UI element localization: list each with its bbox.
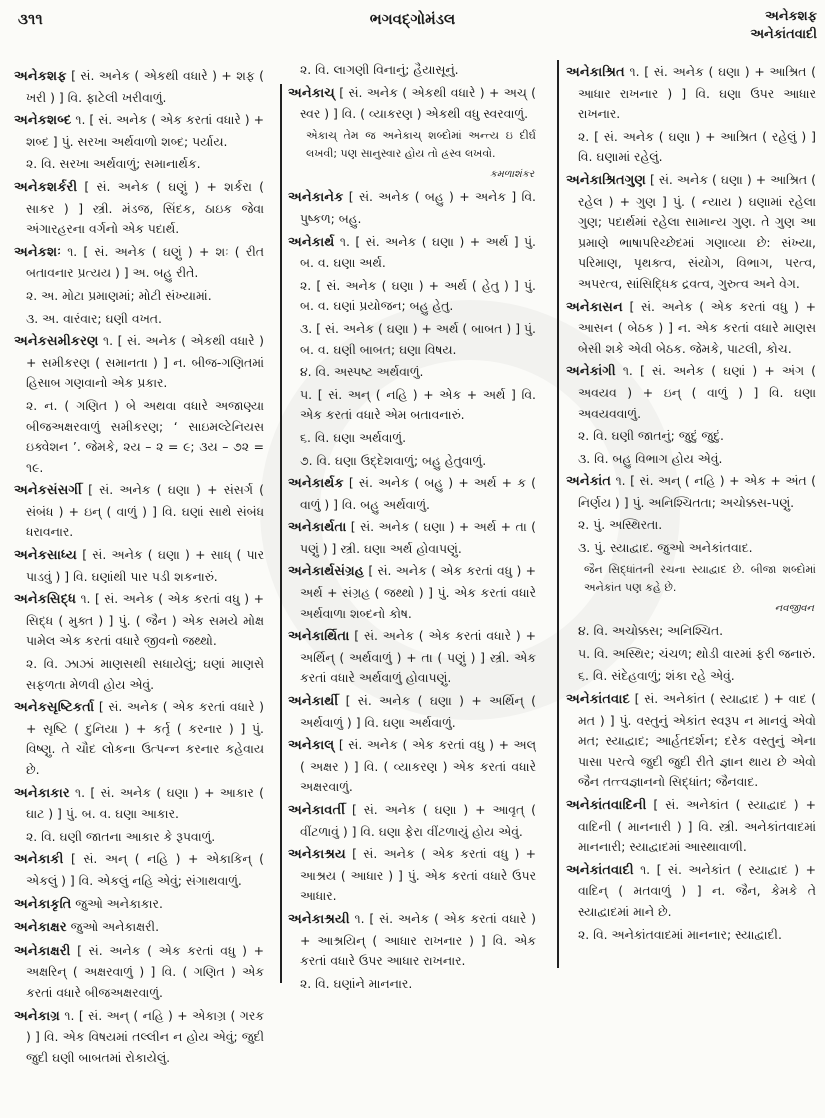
dictionary-entry [566, 170, 816, 295]
headword: અનેકાકૃતિ [14, 896, 72, 912]
definition-text: ૧. [ સં. અન્ ( નહિ ) + એક + અંત ( નિર્ણય ) ] પું. અનિશ્ચિતતા; અચોક્કસ-પણું. [578, 473, 816, 510]
definition-text: [ સં. અનેક ( એકથી વધારે ) + અચ્ ( સ્વર ) ] વિ. ( વ્યાકરણ ) એકથી વધુ સ્વરવાળું. [300, 84, 536, 122]
dictionary-entry [14, 480, 264, 543]
dictionary-entry [566, 471, 816, 513]
definition-text: ૧. [ સં. અનેક ( એકથી વધારે ) + સમીકરણ ( સમાનતા ) ] ન. બીજ-ગણિતમાં હિસાબ ગણવાનો એક પ્રકાર. [26, 333, 264, 391]
dictionary-entry [14, 589, 264, 652]
headword: અનેકાશ્રય [288, 847, 346, 863]
headword: અનેકાશ્રયી [288, 911, 350, 927]
sub-sense: ૬. વિ. સંદેહવાળું; શંકા રહે એવું. [578, 668, 735, 684]
headword: અનેકાકાર [14, 785, 70, 801]
sub-sense: ૨. વિ. ઘણી જાતના આકાર કે રૂપવાળું. [26, 828, 216, 844]
dictionary-entry [288, 83, 536, 125]
definition-text: [ સં. અનેક ( ઘણા ) + અર્થિન્ ( અર્થવાળું ) ] વિ. ઘણા અર્થવાળું. [300, 693, 536, 730]
definition-text: ૧. [ સં. અનેક ( ઘણા ) + આકાર ( ઘાટ ) ] પું. બ. વ. ઘણા આકાર. [26, 784, 264, 822]
dictionary-entry [566, 689, 816, 793]
dictionary-entry [566, 297, 816, 360]
definition-text: [ સં. અનેક ( એક કરતાં વધારે ) + અર્થિન્ ( અર્થવાળું ) + તા ( પણું ) ] સ્ત્રી. એક કરતાં વધારે અર્થવાળું હોવાપણું. [300, 628, 536, 686]
definition-text: [ સં. અનેકાંત ( સ્યાદ્વાદ ) + વાદિની ( માનનારી ) ] વિ. સ્ત્રી. અનેકાંતવાદમાં માનનારી; સ્યાદ્વાદમાં આસ્થાવાળી. [578, 797, 816, 855]
headword: અનેકાર્થક [288, 476, 344, 492]
headword: અનેકાસન [566, 299, 623, 315]
definition-text: [ સં. અનેક ( એક કરતાં વધુ ) + અક્ષરિન્ ( અક્ષરવાળું ) ] વિ. ( ગણિત ) એક કરતાં વધારે બીજઅક્ષરવાળું. [26, 942, 264, 1000]
page-header [0, 0, 825, 58]
column-divider-1 [280, 84, 282, 983]
citation-source: કમળાશંકર [489, 168, 534, 180]
dictionary-entry [14, 331, 264, 394]
headword: અનેકાર્થિતા [288, 629, 350, 645]
dictionary-entry [14, 110, 264, 152]
headword: અનેકાગ્ર [14, 1008, 60, 1024]
dictionary-entry [14, 941, 264, 1004]
headword: અનેકાંતવાદ [566, 692, 630, 708]
headword: અનેકાંગી [566, 364, 616, 380]
headword: અનેકાર્થતા [288, 520, 347, 536]
definition-text: [ સં. અનેક ( ઘણા ) + અર્થ + તા ( પણું ) ] સ્ત્રી. ઘણા અર્થ હોવાપણું. [300, 519, 536, 556]
sub-sense: ૩. વિ. બહુ વિભાગ હોય એવું. [578, 450, 723, 466]
definition-text: [ સં. અનેક ( ઘણા ) + આવૃત્ ( વીંટળાવું ) ] વિ. ઘણા ફેરા વીંટળાયું હોય એવું. [300, 802, 536, 839]
dictionary-entry [288, 800, 536, 842]
headword: અનેકસમીકરણ [14, 334, 99, 350]
dictionary-entry [14, 849, 264, 891]
sub-sense: ૩. પું. સ્યાદ્વાદ. જુઓ અનેકાંતવાદ. [578, 540, 753, 556]
definition-text: ૧. [ સં. અનેક ( ઘણા ) + આશ્રિત ( આધાર રાખનાર ) ] વિ. ઘણા ઉપર આધાર રાખનાર. [578, 64, 816, 122]
sub-sense: ૨. [ સં. અનેક ( ઘણા ) + આશ્રિત ( રહેલું ) ] વિ. ઘણામાં રહેલું. [578, 128, 816, 165]
guide-word-last: અનેકાંતવાદી [750, 27, 817, 42]
headword: અનેકાનેક [288, 190, 344, 206]
definition-text: [ સં. અનેક ( ઘણા ) + આશ્રિત ( રહેલ ) + ગુણ ] પું. ( ન્યાય ) ઘણામાં રહેલા ગુણ; પદાર્થમાં રહેલા સામાન્ય ગુણ. તે ગુણ આ પ્રમાણે ભાષાપરિચ્છેદમાં ગણાવ્યા છે: સંખ્યા, પરિમાણ, પૃથક્ત્વ, સંયોગ, વિભાગ, પરત્વ, અપરત્વ, સાંસિદ્ધિક દ્રવત્વ, ગુરુત્વ અને વેગ. [578, 171, 816, 291]
dictionary-entry [14, 917, 264, 939]
sub-sense: ૪. વિ. અસ્પષ્ટ અર્થવાળું. [300, 364, 424, 380]
definition-text: [ સં. અનેક ( ઘણું ) + શર્કરા ( સાકર ) ] સ્ત્રી. મંડજ, સિંદક, ઠાઇક જેવા અંગારહરના વર્ગનો એક પદાર્થ. [26, 178, 264, 237]
dictionary-entry [288, 626, 536, 689]
definition-text: [ સં. અનેક ( એક કરતાં વધારે ) + સૃષ્ટિ ( દુનિયા ) + કર્તૃ ( કરનાર ) ] પું. વિષ્ણુ. તે ચૌદ લોકના ઉત્પન્ન કરનાર કહેવાય છે. [26, 699, 264, 777]
definition-text: ૧. [ સં. અનેક ( એક કરતાં વધુ ) + સિદ્ધ ( મુક્ત ) ] પું. ( જૈન ) એક સમયે મોક્ષ પામેલ એક કરતાં વધારે જીવનો જથ્થો. [26, 591, 264, 649]
headword: અનેકાશ્રિત [566, 65, 625, 80]
column-divider-2 [557, 60, 559, 968]
dictionary-entry [566, 62, 816, 125]
usage-note: જૈન સિદ્ધાંતની રચના સ્યાદ્વાદ છે. બીજા શબ્દોમાં અનેકાંત પણ કહે છે. [584, 562, 816, 594]
headword: અનેકાર્થસંગ્રહ [288, 564, 365, 580]
sub-sense: ૨. ન. ( ગણિત ) બે અથવા વધારે અજાણ્યા બીજઅક્ષરવાળું સમીકરણ; ‘ સાઇમલ્ટેનિયસ ઇક્વેશન ’. જેમકે, ૨ય – ૨ = ૯; ૩ય – ૭૨ = ૧૯. [26, 397, 264, 475]
dictionary-entry [14, 177, 264, 240]
headword: અનેકાશ્રિતગુણ [566, 172, 646, 188]
dictionary-entry [14, 894, 264, 916]
dictionary-entry [14, 697, 264, 780]
definition-text: [ સં. અનેક ( એક કરતાં વધુ ) + અલ્ ( અક્ષર ) ] વિ. ( વ્યાકરણ ) એક કરતાં વધારે અક્ષરવાળું. [300, 737, 536, 795]
headword: અનેકશર્કરી [14, 179, 78, 195]
dictionary-entry [288, 517, 536, 559]
columns-container [0, 58, 825, 1104]
dictionary-entry [566, 860, 816, 923]
sub-sense: ૭. વિ. ઘણા ઉદ્દેશવાળું; બહુ હેતુવાળું. [300, 452, 487, 468]
sub-sense: ૨. વિ. અનેકાંતવાદમાં માનનાર; સ્યાદ્વાદી. [578, 926, 782, 942]
dictionary-entry [288, 473, 536, 515]
dictionary-entry [14, 545, 264, 587]
definition-text: [ સં. અનેક ( એક કરતાં વધુ ) + આશ્રય ( આધાર ) ] પું. એક કરતાં વધારે ઉપર આધાર. [300, 846, 536, 904]
dictionary-entry [14, 783, 264, 825]
headword: અનેકસંસર્ગી [14, 483, 82, 499]
definition-text: ૧. [ સં. અનેક ( એક કરતાં વધારે ) + આશ્રયિન્ ( આધાર રાખનાર ) ] વિ. એક કરતાં વધારે ઉપર આધાર રાખનાર. [300, 910, 536, 969]
headword: અનેકશઃ [14, 244, 61, 260]
definition-text: [ સં. અનેક ( ઘણા ) + સાધ્ ( પાર પાડવું ) ] વિ. ઘણાંથી પાર પડી શકનારું. [26, 547, 264, 584]
headword: અનેકાકી [14, 852, 64, 868]
headword: અનેકાર્થી [288, 694, 339, 710]
headword: અનેકાંત [566, 474, 612, 490]
sub-sense: ૬. વિ. ઘણા અર્થવાળું. [300, 429, 407, 445]
definition-text: [ સં. અનેક ( એક કરતાં વધુ ) + આસન ( બેઠક ) ] ન. એક કરતાં વધારે માણસ બેસી શકે એવી બેઠક. જેમકે, પાટલી, કોચ. [578, 298, 816, 356]
dictionary-entry [288, 691, 536, 733]
dictionary-entry [288, 561, 536, 624]
sub-sense: ૨. વિ. સરખા અર્થવાળું; સમાનાર્થક. [26, 156, 201, 172]
sub-sense: ૫. [ સં. અન્ ( નહિ ) + એક + અર્થ ] વિ. એક કરતાં વધારે એમ બતાવનારું. [300, 386, 536, 423]
definition-text: [ સં. અનેક ( બહુ ) + અર્થ + ક ( વાળું ) ] વિ. બહુ અર્થવાળું. [300, 475, 536, 512]
definition-text: [ સં. અનેકાંત ( સ્યાદ્વાદ ) + વાદ ( મત ) ] પું. વસ્તુનું એકાંત સ્વરૂપ ન માનવું એવો મત; સ્યાદ્વાદ; આર્હતદર્શન; દરેક વસ્તુનું એના પાસા પરત્વે જુદી જુદી રીતે જ્ઞાન થાય છે એવો જૈન તત્ત્વજ્ઞાનનો સિદ્ધાંત; જૈનવાદ. [578, 691, 816, 790]
column-1 [14, 58, 264, 1104]
headword: અનેકાંતવાદિની [566, 798, 647, 813]
headword: અનેકાવર્તી [288, 803, 346, 818]
sub-sense: ૨. [ સં. અનેક ( ઘણા ) + અર્થ ( હેતુ ) ] પું. બ. વ. ઘણાં પ્રયોજન; બહુ હેતુ. [300, 277, 536, 314]
definition-text: જુઓ અનેકાકાર. [71, 895, 163, 911]
sub-sense: ૨. વિ. લાગણી વિનાનું; હૈયાસૂનું. [300, 62, 459, 77]
definition-text: [ સં. અનેક ( ઘણા ) + સંસર્ગ ( સંબંધ ) + ઇન્ ( વાળું ) ] વિ. ઘણાં સાથે સંબંધ ધરાવનાર. [26, 482, 264, 540]
sub-sense: ૨. પું. અસ્થિરતા. [578, 517, 663, 533]
definition-text: [ સં. અનેક ( એકથી વધારે ) + શફ ( ખરી ) ] વિ. ફાટેલી ખરીવાળું. [26, 68, 264, 105]
dictionary-entry [288, 909, 536, 972]
definition-text: ૧. [ સં. અનેક ( ઘણાં ) + અંગ ( અવયવ ) + ઇન્ ( વાળું ) ] વિ. ઘણા અવયવવાળું. [578, 363, 816, 421]
headword: અનેકસિદ્ધ [14, 592, 76, 608]
definition-text: ૧. [ સં. અન્ ( નહિ ) + એકાગ્ર ( ગરક ) ] વિ. એક વિષયમાં તલ્લીન ન હોય એવું; જુદી જુદી ઘણી બાબતમાં રોકાયેલું. [26, 1007, 264, 1065]
dictionary-entry [288, 232, 536, 274]
guide-word-first: અનેકશફ [765, 9, 817, 24]
sub-sense: ૨. વિ. ઝાઝાં માણસથી સધાયેલું; ઘણાં માણસે સફળતા મેળવી હોય એવું. [26, 656, 264, 692]
headword: અનેકાર્થ [288, 234, 335, 250]
headword: અનેકાલ્ [288, 738, 335, 754]
definition-text: [ સં. અન્ ( નહિ ) + એકાકિન્ ( એકલું ) ] વિ. એકલું નહિ એવું; સંગાથવાળું. [26, 851, 264, 888]
dictionary-entry [288, 187, 536, 229]
dictionary-entry [288, 844, 536, 907]
headword: અનેકશફ [14, 69, 67, 84]
sub-sense: ૨. વિ. ઘણી જાતનું; જુદું જુદું. [578, 428, 724, 444]
definition-text: જુઓ અનેકાક્ષરી. [66, 919, 160, 935]
page-number: ૩૧૧ [18, 10, 43, 28]
headword: અનેકસૃષ્ટિકર્તા [14, 700, 95, 716]
column-3 [566, 58, 816, 1104]
definition-text: ૧. [ સં. અનેક ( ઘણું ) + શઃ ( રીત બતાવનાર પ્રત્યય ) ] અ. બહુ રીતે. [26, 243, 264, 281]
sub-sense: ૫. વિ. અસ્થિર; ચંચળ; થોડી વારમાં ફરી જનારું. [578, 645, 816, 661]
running-title: ભગવદ્ગોમંડલ [369, 10, 456, 28]
sub-sense: ૪. વિ. અચોક્કસ; અનિશ્ચિત. [578, 623, 724, 639]
definition-text: ૧. [ સં. અનેકાંત ( સ્યાદ્વાદ ) + વાદિન્ ( મતવાળું ) ] ન. જૈન, કેમકે તે સ્યાદ્વાદમાં માને છે. [578, 861, 816, 919]
definition-text: ૧. [ સં. અનેક ( એક કરતાં વધારે ) + શબ્દ ] પું. સરખા અર્થવાળો શબ્દ; પર્યાય. [26, 112, 264, 149]
dictionary-entry [566, 361, 816, 424]
sub-sense: ૨. અ. મોટા પ્રમાણમાં; મોટી સંખ્યામાં. [26, 287, 212, 303]
usage-note: એકાચ્ તેમ જ અનેકાચ્ શબ્દોમાં અન્ત્ય ઇ દીર્ઘ લખવી; પણ સાનુસ્વાર હોય તો હ્રસ્વ લખવો. [306, 128, 536, 160]
headword: અનેકાક્ષરી [14, 943, 71, 959]
sub-sense: ૩. અ. વારંવાર; ઘણી વખત. [26, 310, 162, 326]
citation-source: નવજીવન [774, 602, 814, 614]
dictionary-entry [14, 242, 264, 284]
dictionary-entry [14, 66, 264, 108]
dictionary-entry [14, 1006, 264, 1069]
headword: અનેકશબ્દ [14, 113, 72, 129]
guide-words [750, 8, 817, 44]
definition-text: [ સં. અનેક ( બહુ ) + અનેક ] વિ. પુષ્કળ; બહુ. [300, 189, 536, 226]
headword: અનેકાંતવાદી [566, 862, 634, 878]
sub-sense: ૨. વિ. ઘણાંને માનનાર. [300, 975, 413, 991]
headword: અનેકાચ્ [288, 85, 335, 101]
dictionary-entry [566, 795, 816, 858]
sub-sense: ૩. [ સં. અનેક ( ઘણા ) + અર્થ ( બાબત ) ] પું. બ. વ. ઘણી બાબત; ઘણા વિષય. [300, 320, 536, 357]
headword: અનેકાક્ષર [14, 920, 67, 936]
definition-text: [ સં. અનેક ( એક કરતાં વધુ ) + અર્થ + સંગ્રહ ( જથ્થો ) ] પું. એક કરતાં વધારે અર્થવાળા શબ્દનો કોષ. [300, 563, 536, 621]
headword: અનેકસાધ્ય [14, 548, 77, 564]
dictionary-entry [288, 735, 536, 798]
column-2 [288, 58, 536, 1104]
definition-text: ૧. [ સં. અનેક ( ઘણા ) + અર્થ ] પું. બ. વ. ઘણા અર્થ. [300, 233, 536, 271]
